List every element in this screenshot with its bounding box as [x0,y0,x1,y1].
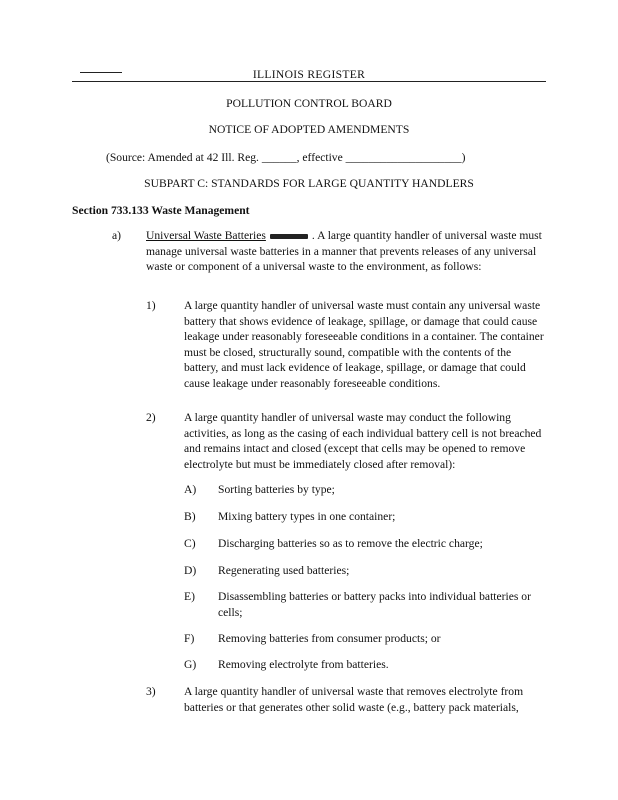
section-title: Section 733.133 Waste Management [72,204,250,217]
subitem-d-text: Regenerating used batteries; [218,564,350,577]
subpart-title: SUBPART C: STANDARDS FOR LARGE QUANTITY HANDLERS [144,177,474,190]
item-2-text: A large quantity handler of universal waste may conduct the following activities, as long as the casing of each individual battery cell is not breached and remains intact and closed (except that cells may be opened to remove electrolyte but must be immediately closed after removal): [184,411,542,471]
subitem-f-text: Removing batteries from consumer products; or [218,632,441,645]
subitem-a-label: A) [184,483,197,496]
subitem-g-label: G) [184,658,197,671]
subitem-c-text: Discharging batteries so as to remove the electric charge; [218,537,483,550]
subitem-e-text: Disassembling batteries or battery packs into individual batteries or cells; [218,590,531,619]
para-a-text: . A large quantity handler of universal waste must manage universal waste batteries in a manner that prevents releases of any universal waste or component of a universal waste to the environment, as follows: [146,229,542,274]
subitem-b-text: Mixing battery types in one container; [218,510,396,523]
item-3-text: A large quantity handler of universal waste that removes electrolyte from batteries or that generates other solid waste (e.g., battery pack materials, [184,685,524,714]
item-1-label: 1) [146,299,156,312]
item-3-label: 3) [146,685,156,698]
item-2-label: 2) [146,411,156,424]
subitem-e-label: E) [184,590,195,603]
subitem-b-label: B) [184,510,196,523]
board-title: POLLUTION CONTROL BOARD [226,97,392,110]
source-note: (Source: Amended at 42 Ill. Reg. ______, effective ____________________) [106,151,466,164]
para-a-body [146,228,544,275]
subitem-c-label: C) [184,537,196,550]
para-a-title: Universal Waste Batteries [146,229,266,242]
subitem-g-text: Removing electrolyte from batteries. [218,658,389,671]
redaction-blot [270,234,308,239]
notice-title: NOTICE OF ADOPTED AMENDMENTS [208,123,410,136]
para-a-label: a) [112,229,122,242]
subitem-a-text: Sorting batteries by type; [218,483,335,496]
register-title: ILLINOIS REGISTER [252,68,366,81]
subitem-f-label: F) [184,632,195,645]
item-1-text: A large quantity handler of universal waste must contain any universal waste battery that shows evidence of leakage, spillage, or damage that could cause leakage under reasonably foreseeable conditions in a container. The container must be closed, structurally sound, compatible with the contents of the battery, and must lack evidence of leakage, spillage, or damage that could cause leakage under reasonably foreseeable conditions. [184,299,544,390]
subitem-d-label: D) [184,564,197,577]
